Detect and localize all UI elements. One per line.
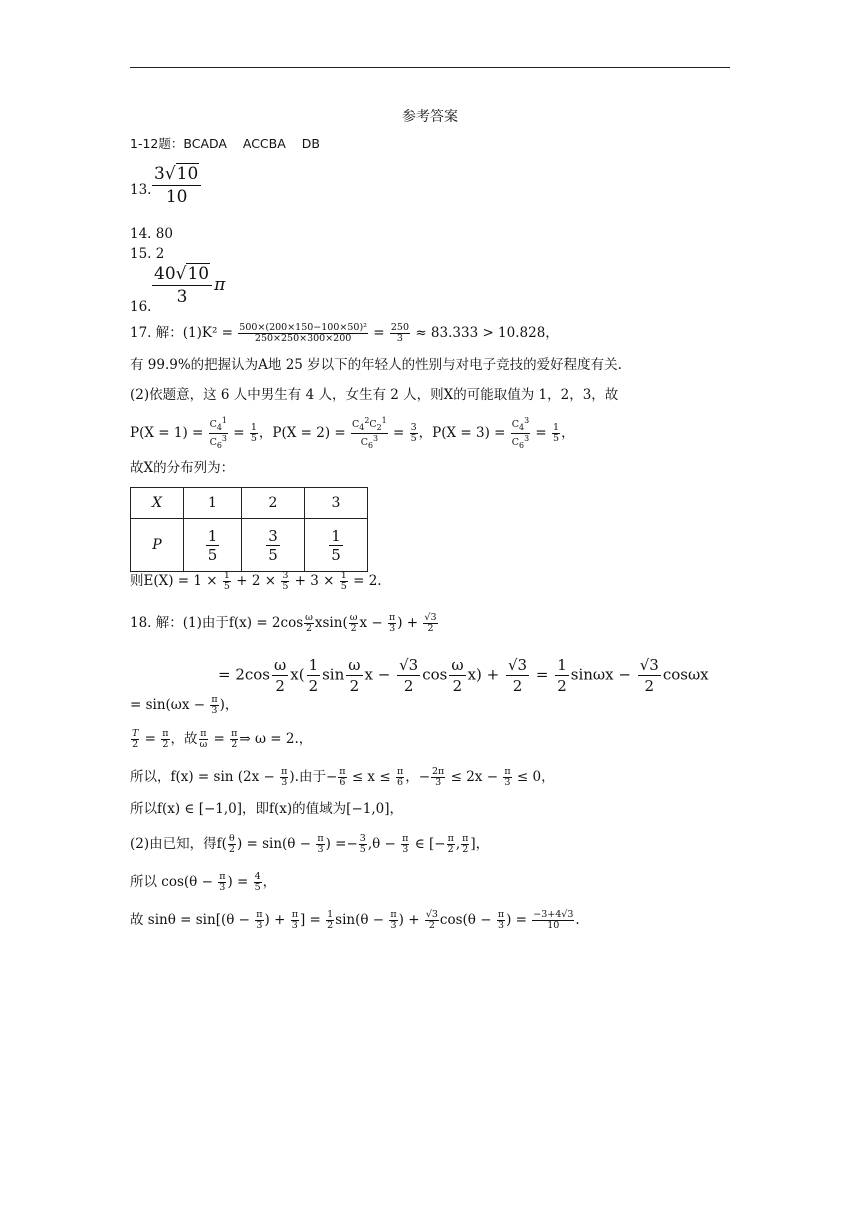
choice-range: 1-12题： <box>130 136 184 151</box>
q18-line-3: = sin(ωx − $\frac{\pi}{3}$ )， <box>130 694 239 716</box>
q15-answer: 15. 2 <box>130 246 165 262</box>
q16-label: 16. <box>130 299 152 315</box>
table-cell: $\frac{1}{5}$ <box>305 519 368 572</box>
q18-line-1: 18. 解：(1)由于f(x) = 2cos $\frac{\omega}{2}$ xsin( $\frac{\omega}{2}$ x − $\frac{\pi}{3}$ ) + $\frac{√3}{2}$ <box>130 612 437 634</box>
choice-group-2: ACCBA <box>242 136 286 151</box>
q17-dist-intro: 故X的分布列为： <box>130 460 235 476</box>
choice-answers <box>130 135 320 153</box>
page-title: 参考答案 <box>402 109 458 125</box>
q17-conclusion: 有 99.9%的把握认为A地 25 岁以下的年轻人的性别与对电子竞技的爱好程度有关. <box>130 357 622 373</box>
choice-group-3: DB <box>301 136 320 151</box>
q16-answer-image: $\frac{40√10}{3}$ π <box>154 264 226 307</box>
q18-line-6: 所以f(x) ∈ [−1,0]，即f(x)的值域为[−1,0]， <box>130 801 403 817</box>
q13-label: 13. <box>130 182 152 198</box>
table-cell: X <box>131 488 184 519</box>
q13-answer-image: $\frac{3√10}{10}$ <box>150 163 203 208</box>
choice-group-1: BCADA <box>183 136 227 151</box>
table-cell: P <box>131 519 184 572</box>
table-cell: $\frac{3}{5}$ <box>242 519 305 572</box>
q18-line-7: (2)由已知，得f( $\frac{\theta}{2}$ ) = sin(θ − $\frac{\pi}{3}$ ) =− $\frac{3}{5}$ ,θ − $\frac{\pi}{3}$ ∈ [− $\frac{\pi}{2}$ , $\frac{\pi}{2}$ ]， <box>130 833 490 855</box>
table-row <box>131 488 368 519</box>
q18-line-2: = 2cos $\frac{\omega}{2}$ x( $\frac{1}{2}$ sin $\frac{\omega}{2}$ x − $\frac{√3}{2}$ cos $\frac{\omega}{2}$ x) + $\frac{√3}{2}$ = $\frac{1}{2}$ sinωx − $\frac{√3}{2}$ cosωx <box>218 656 709 695</box>
table-cell: 3 <box>305 488 368 519</box>
distribution-table <box>130 487 368 572</box>
table-cell: 2 <box>242 488 305 519</box>
q18-line-5: 所以，f(x) = sin (2x − $\frac{\pi}{3}$ ).由于− $\frac{\pi}{6}$ ≤ x ≤ $\frac{\pi}{6}$ ，− $\frac{2\pi}{3}$ ≤ 2x − $\frac{\pi}{3}$ ≤ 0， <box>130 766 555 788</box>
table-row <box>131 519 368 572</box>
q17-k2-line: 17. 解：(1)K² = $\frac{\text{500×(200×150−100×50)²}}{250\times 250\times 300\times 200}$ = $\frac{250}{3}$ ≈ 83.333 > 10.828， <box>130 322 559 344</box>
table-cell: 1 <box>184 488 242 519</box>
q17-expectation: 则E(X) = 1 × $\frac{1}{5}$ + 2 × $\frac{3}{5}$ + 3 × $\frac{1}{5}$ = 2. <box>130 570 382 592</box>
q17-probabilities: P(X = 1) = $\frac{C_4^1}{C_6^3}$ = $\frac{1}{5}$ ，P(X = 2) = $\frac{C_4^2C_2^1}{C_6^3}$ = $\frac{3}{5}$ ，P(X = 3) = $\frac{C_4^3}{C_6^3}$ = $\frac{1}{5}$ ， <box>130 416 575 451</box>
table-cell: $\frac{1}{5}$ <box>184 519 242 572</box>
q14-answer: 14. 80 <box>130 226 173 242</box>
k2-fraction: $\frac{\text{500×(200×150−100×50)²}}{250\times 250\times 300\times 200}$ <box>239 322 367 344</box>
q18-line-9: 故 sinθ = sin[(θ − $\frac{\pi}{3}$ ) + $\frac{\pi}{3}$ ] = $\frac{1}{2}$ sin(θ − $\frac{\pi}{3}$ ) + $\frac{√3}{2}$ cos(θ − $\frac{\pi}{3}$ ) = $\frac{-3+4√3}{10}$ . <box>130 909 580 931</box>
q18-line-4: $\frac{T}{2}$ = $\frac{\pi}{2}$ ，故 $\frac{\pi}{\omega}$ = $\frac{\pi}{2}$ ⇒ ω = 2.， <box>132 728 313 750</box>
q18-line-8: 所以 cos(θ − $\frac{\pi}{3}$ ) = $\frac{4}{5}$ ， <box>130 871 277 893</box>
header-rule <box>130 67 730 68</box>
k2-value-fraction: $\frac{250}{3}$ <box>390 322 410 344</box>
q17-part2: (2)依题意，这 6 人中男生有 4 人，女生有 2 人，则X的可能取值为 1，2，3，故 <box>130 387 619 403</box>
